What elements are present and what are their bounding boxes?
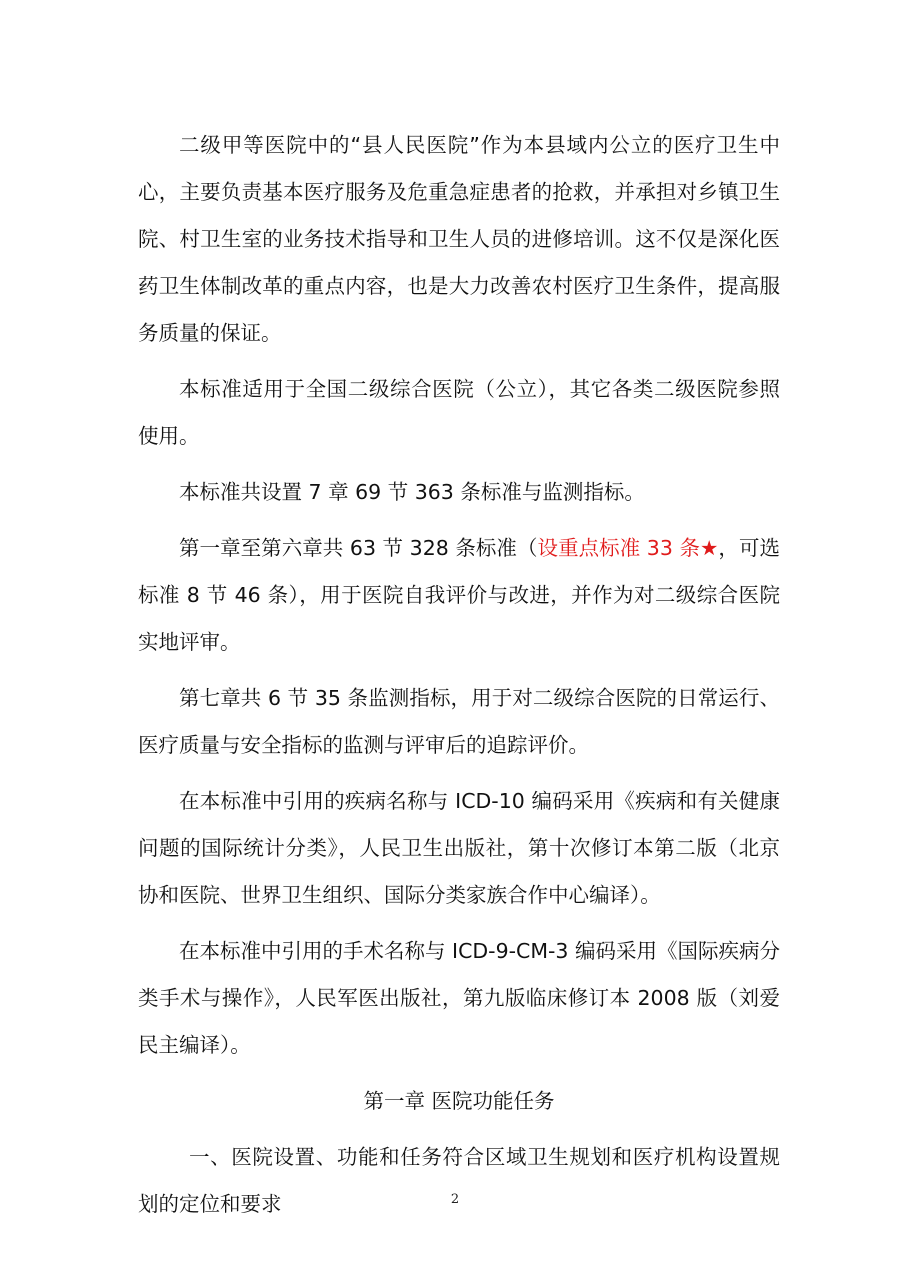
- standards-text-after: ，可选标准 8 节 46 条），用于医院自我评价与改进，并作为对二级综合医院实地评审。: [138, 536, 781, 654]
- section-heading: 一、医院设置、功能和任务符合区域卫生规划和医疗机构设置规划的定位和要求: [138, 1145, 780, 1216]
- intro-paragraph: 二级甲等医院中的“县人民医院”作为本县域内公立的医疗卫生中心，主要负责基本医疗服务及危重急症患者的抢救，并承担对乡镇卫生院、村卫生室的业务技术指导和卫生人员的进修培训。这不仅是深化医药卫生体制改革的重点内容，也是大力改善农村医疗卫生条件，提高服务质量的保证。: [138, 133, 780, 345]
- page-number: 2: [450, 1192, 460, 1207]
- monitoring-paragraph: 第七章共 6 节 35 条监测指标，用于对二级综合医院的日常运行、医疗质量与安全指标的监测与评审后的追踪评价。: [138, 686, 780, 757]
- document-body: [138, 122, 780, 1237]
- key-standards-highlight: 设重点标准 33 条★: [537, 536, 719, 560]
- scope-paragraph: 本标准适用于全国二级综合医院（公立），其它各类二级医院参照使用。: [138, 377, 780, 448]
- standards-text-before: 第一章至第六章共 63 节 328 条标准（: [179, 536, 538, 560]
- icd10-paragraph: 在本标准中引用的疾病名称与 ICD-10 编码采用《疾病和有关健康问题的国际统计分类》，人民卫生出版社，第十次修订本第二版（北京协和医院、世界卫生组织、国际分类家族合作中心编译）。: [138, 789, 780, 907]
- structure-paragraph: 本标准共设置 7 章 69 节 363 条标准与监测指标。: [179, 480, 645, 504]
- icd9-paragraph: 在本标准中引用的手术名称与 ICD-9-CM-3 编码采用《国际疾病分类手术与操作》，人民军医出版社，第九版临床修订本 2008 版（刘爱民主编译）。: [138, 939, 780, 1057]
- standards-paragraph: [138, 525, 780, 666]
- chapter-title: 第一章 医院功能任务: [363, 1089, 555, 1113]
